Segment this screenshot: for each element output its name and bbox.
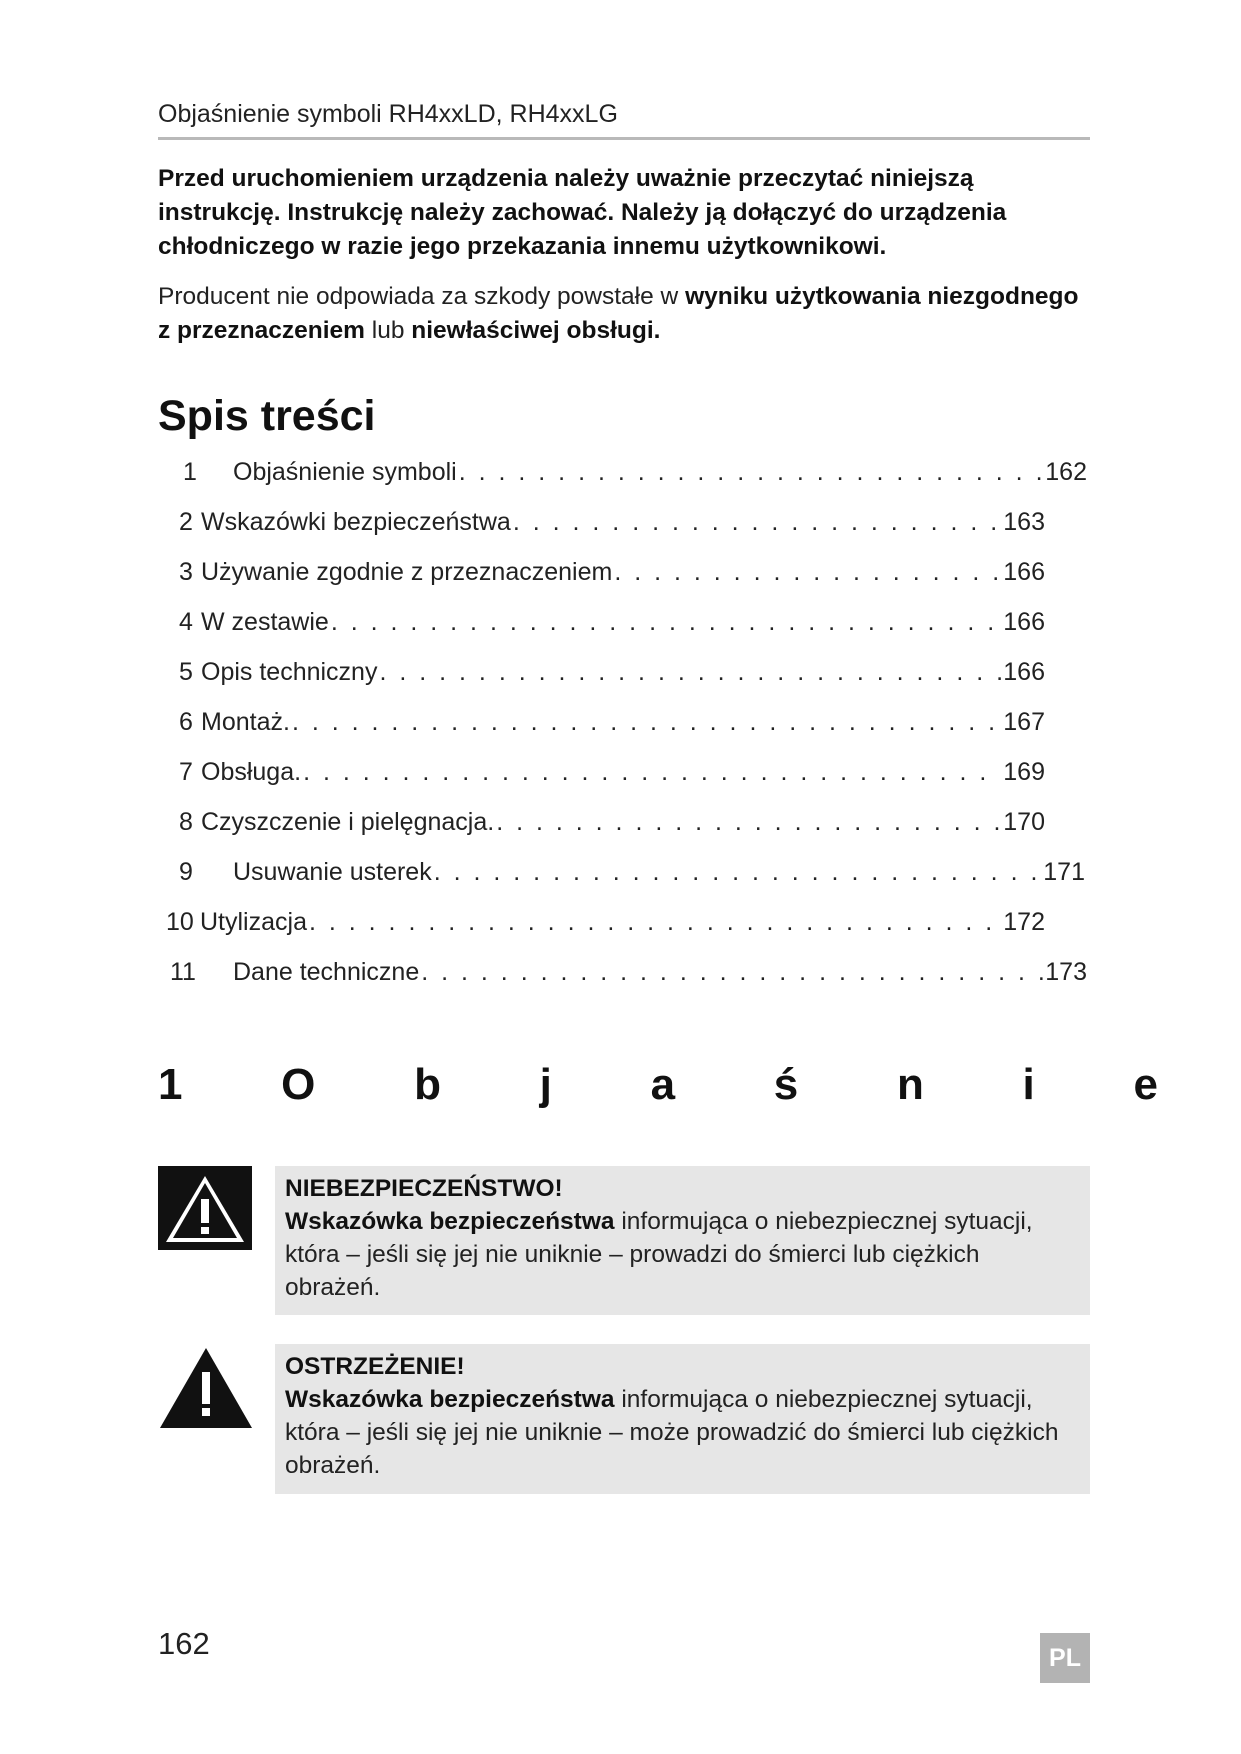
toc-title: Spis treści [158,392,376,440]
heading-char: j [539,1060,552,1109]
warning-line [285,1205,1078,1238]
toc-label: Wskazówki bezpieczeństwa [201,508,511,536]
toc-label: Utylizacja [200,908,307,936]
toc-leader [496,808,1001,837]
intro-line: chłodniczego w razie jego przekazania innemu użytkownikowi. [158,233,887,260]
toc-leader [303,758,1001,787]
toc-leader [614,558,1001,587]
warning-title: NIEBEZPIECZEŃSTWO! [285,1175,563,1202]
toc-page: 171 [1043,858,1085,886]
warning-note [275,1344,1090,1494]
toc-entry[interactable] [179,808,1045,842]
page-number: 162 [158,1626,210,1661]
section-heading [158,1060,1158,1110]
warning-line: obrażeń. [285,1274,381,1301]
toc-entry[interactable] [183,458,1087,492]
language-badge: PL [1040,1633,1090,1683]
disclaimer-text: Producent nie odpowiada za szkody powstałe w [158,283,686,310]
toc-label: Używanie zgodnie z przeznaczeniem [201,558,613,586]
toc-entry[interactable] [179,558,1045,592]
toc-number: 4 [179,608,193,636]
running-header: Objaśnienie symboli RH4xxLD, RH4xxLG [158,100,1090,140]
disclaimer-bold: wyniku użytkowania niezgodnego z przeznaczeniem [158,283,1079,344]
toc-page: 166 [1003,608,1045,636]
toc-label: W zestawie [201,608,329,636]
heading-char: 1 [158,1060,183,1109]
heading-char: n [896,1060,924,1109]
warning-line: obrażeń. [285,1452,381,1479]
warning-bold: Wskazówka bezpieczeństwa [285,1386,615,1413]
toc-label: Opis techniczny [201,658,378,686]
toc-entry[interactable] [179,508,1045,542]
heading-char: b [414,1060,441,1109]
warning-line: która – jeśli się jej nie uniknie – może prowadzić do śmierci lub ciężkich [285,1419,1059,1446]
toc-page: 173 [1045,958,1087,986]
heading-char: a [650,1060,676,1109]
toc-leader [331,608,1001,637]
toc-leader [309,908,1001,937]
toc-label: Objaśnienie symboli [233,458,457,486]
toc-page: 166 [1003,558,1045,586]
heading-char: O [281,1060,316,1109]
toc-number: 6 [179,708,193,736]
disclaimer-bold: niewłaściwej obsługi. [411,317,661,344]
toc-label: Czyszczenie i pielęgnacja. [201,808,495,836]
heading-char: ś [773,1060,799,1109]
warning-text: informująca o niebezpiecznej sytuacji, [614,1208,1033,1235]
toc-number: 1 [183,458,197,486]
toc-entry[interactable] [179,708,1045,742]
toc-entry[interactable] [170,958,1087,992]
warning-icon [158,1346,254,1430]
intro-line: Przed uruchomieniem urządzenia należy uważnie przeczytać niniejszą [158,165,974,192]
toc-page: 166 [1003,658,1045,686]
toc-page: 162 [1045,458,1087,486]
warning-line [285,1383,1078,1416]
toc-number: 2 [179,508,193,536]
toc-entry[interactable] [179,758,1045,792]
toc-leader [513,508,1001,537]
toc-page: 170 [1003,808,1045,836]
warning-bold: Wskazówka bezpieczeństwa [285,1208,615,1235]
toc-page: 167 [1003,708,1045,736]
toc-leader [459,458,1044,487]
toc-page: 163 [1003,508,1045,536]
disclaimer-text: lub [364,317,412,344]
danger-icon [158,1166,252,1250]
warning-title: OSTRZEŻENIE! [285,1353,465,1380]
toc-number: 7 [179,758,193,786]
heading-char: i [1022,1060,1035,1109]
warning-line: która – jeśli się jej nie uniknie – prowadzi do śmierci lub ciężkich [285,1241,980,1268]
toc-number: 11 [170,958,196,986]
toc-label: Usuwanie usterek [233,858,432,886]
toc-label: Montaż. [201,708,290,736]
toc-leader [434,858,1042,887]
toc-entry[interactable] [166,908,1045,942]
toc-label: Obsługa. [201,758,302,786]
toc-label: Dane techniczne [233,958,420,986]
toc-leader [421,958,1043,987]
heading-char: e [1133,1060,1158,1109]
toc-number: 5 [179,658,193,686]
warning-text: informująca o niebezpiecznej sytuacji, [614,1386,1033,1413]
toc-number: 3 [179,558,193,586]
toc-page: 172 [1003,908,1045,936]
liability-disclaimer [158,280,1088,348]
toc-number: 10 [166,908,194,936]
toc-number: 8 [179,808,193,836]
toc-page: 169 [1003,758,1045,786]
toc-leader [379,658,1001,687]
toc-entry[interactable] [179,658,1045,692]
toc-number: 9 [179,858,193,886]
toc-entry[interactable] [179,858,1085,892]
toc-leader [292,708,1001,737]
intro-line: instrukcję. Instrukcję należy zachować. Należy ją dołączyć do urządzenia [158,199,1007,226]
toc-entry[interactable] [179,608,1045,642]
intro-notice [158,162,1088,264]
danger-note [275,1166,1090,1315]
